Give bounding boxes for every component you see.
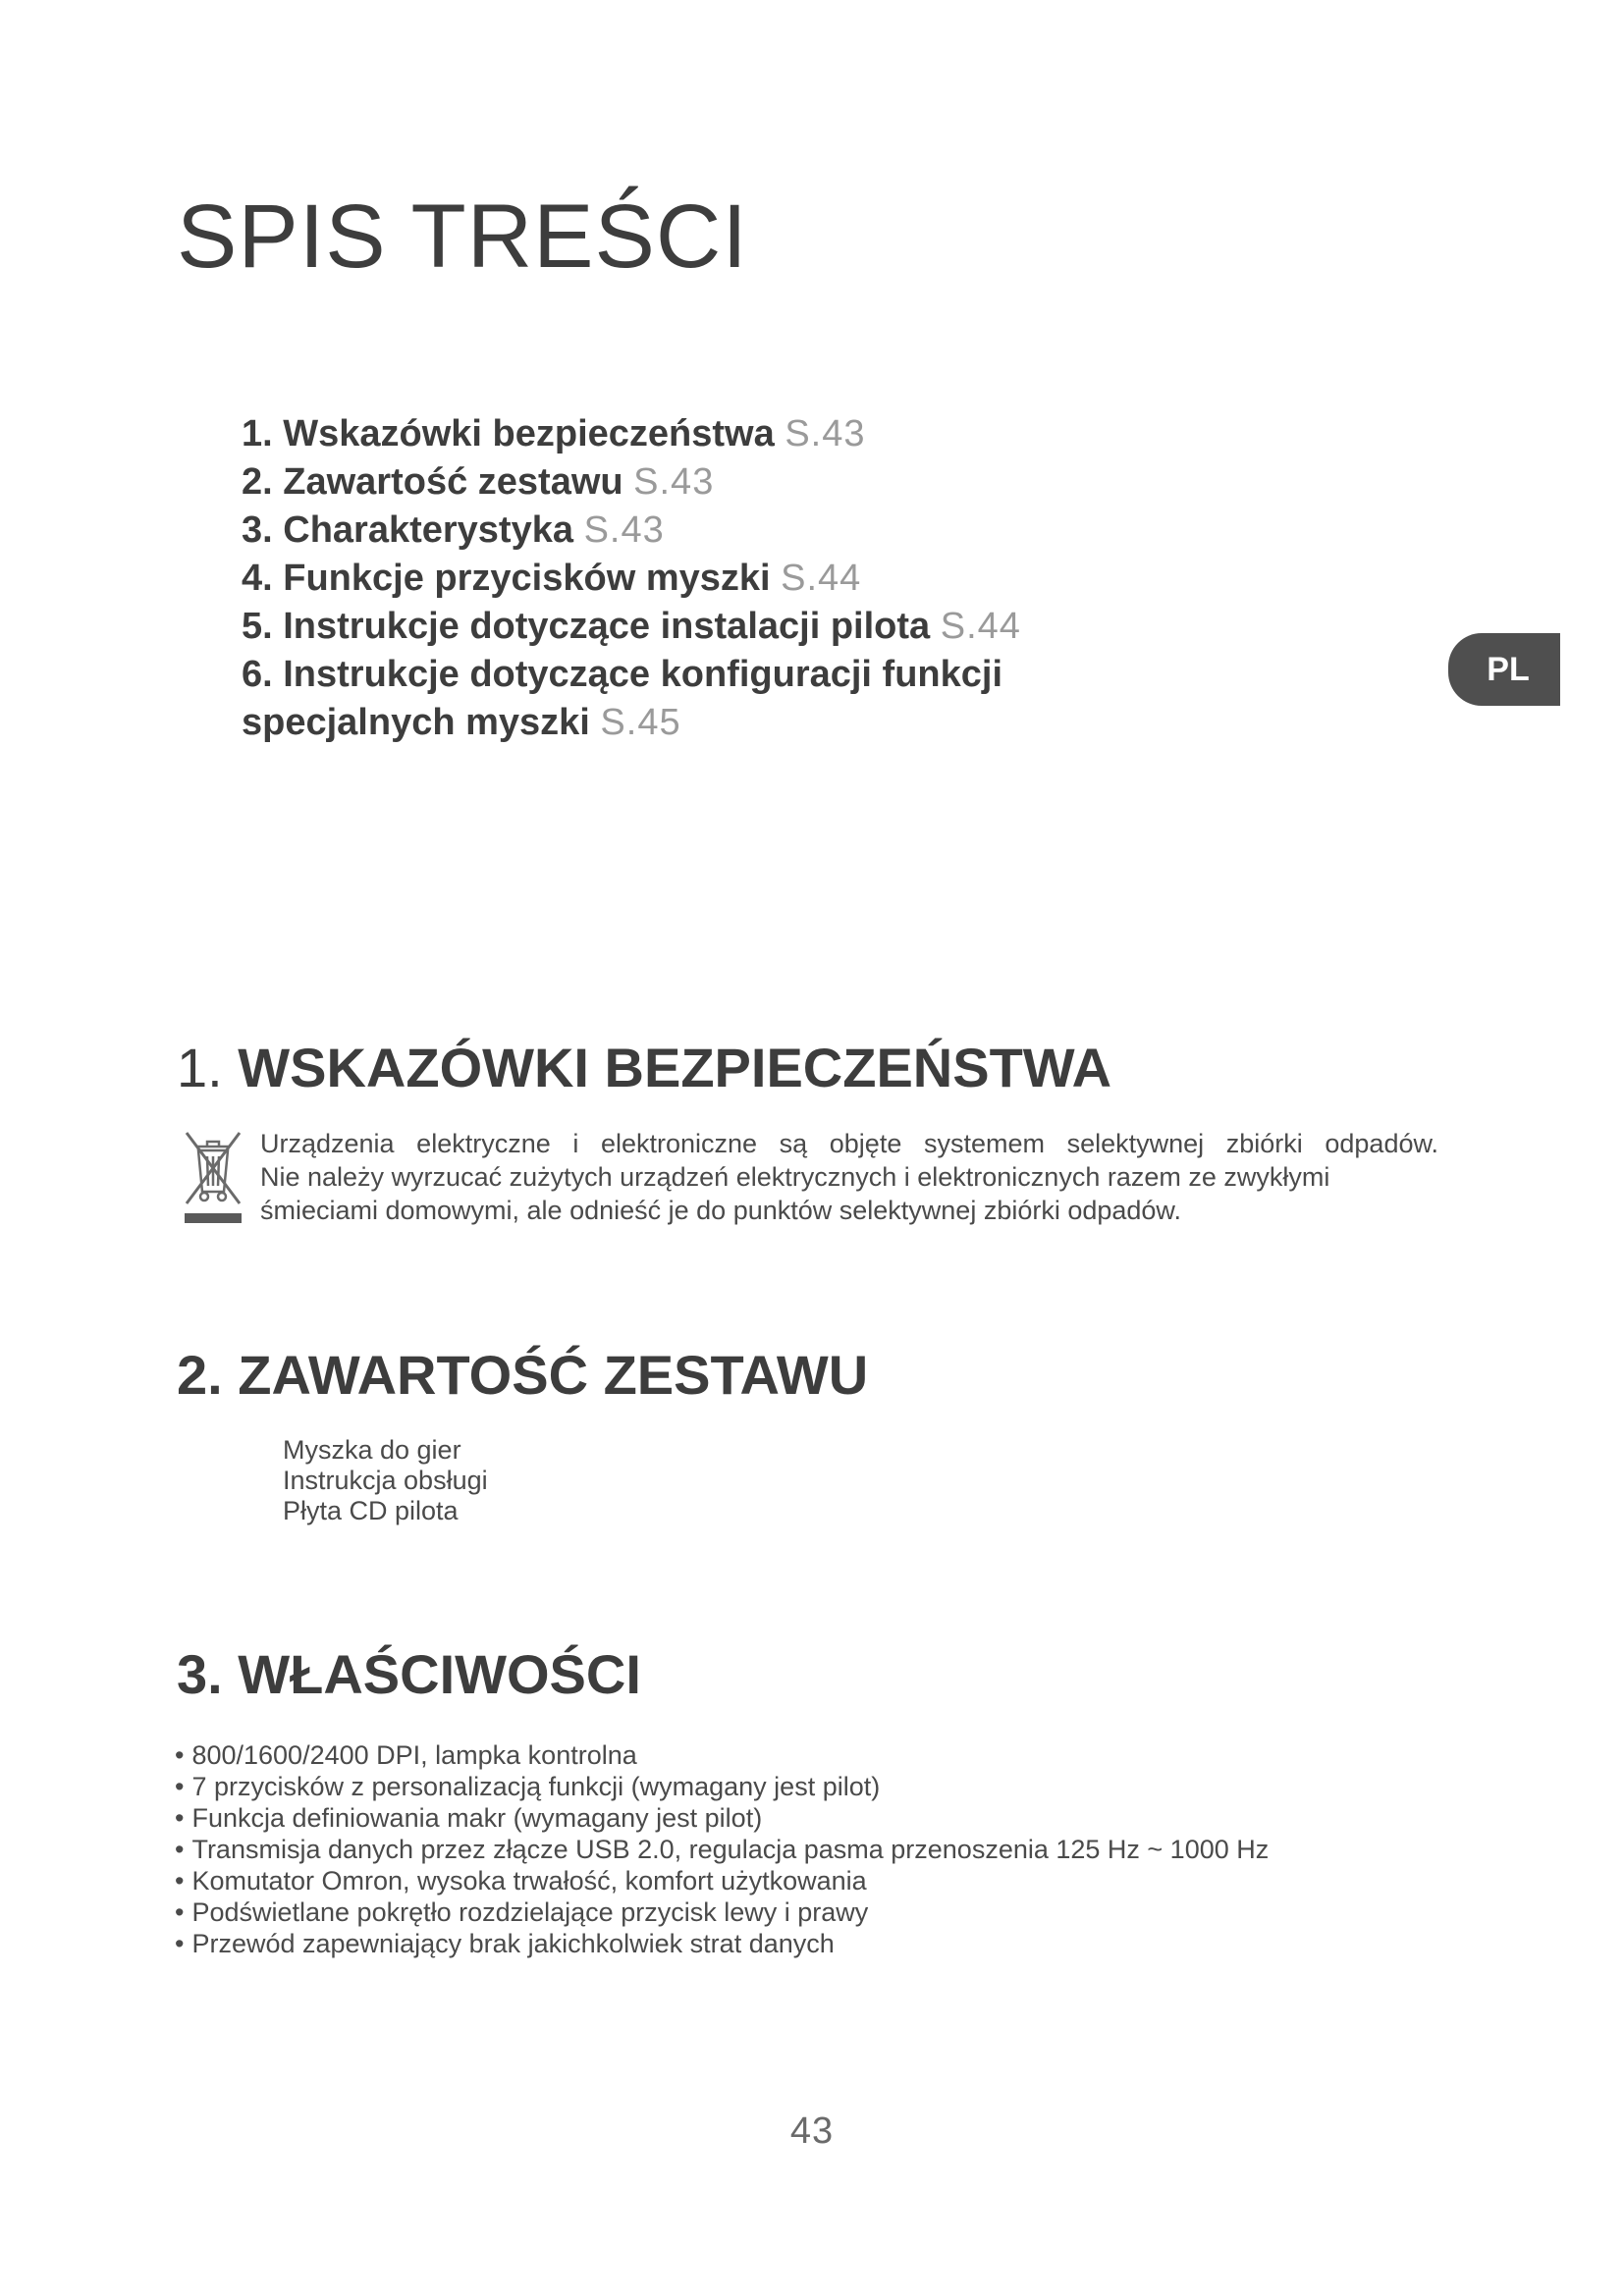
toc-item-page: S.44 xyxy=(781,558,862,599)
safety-line: Nie należy wyrzucać zużytych urządzeń elektrycznych i elektronicznych razem ze zwykłymi xyxy=(260,1162,1330,1192)
section-heading-safety xyxy=(177,1037,1112,1098)
toc-item xyxy=(242,555,1125,603)
toc-item-label: 5. Instrukcje dotyczące instalacji pilota xyxy=(242,606,931,647)
toc-item-label: 4. Funkcje przycisków myszki xyxy=(242,558,771,599)
section-number: 1. xyxy=(177,1037,223,1098)
section-title: ZAWARTOŚĆ ZESTAWU xyxy=(238,1344,869,1406)
toc-item-page: S.45 xyxy=(600,702,681,743)
safety-line: śmieciami domowymi, ale odnieść je do punktów selektywnej zbiórki odpadów. xyxy=(260,1196,1181,1225)
toc-item xyxy=(242,699,1125,747)
bullet: • xyxy=(175,1929,185,1958)
list-item xyxy=(175,1896,1269,1928)
language-tab: PL xyxy=(1448,633,1560,706)
list-item xyxy=(175,1834,1269,1865)
bullet: • xyxy=(175,1835,185,1864)
features-list xyxy=(175,1739,1269,1959)
bullet: • xyxy=(175,1866,185,1896)
section-number: 3. xyxy=(177,1643,223,1705)
list-item-text: Podświetlane pokrętło rozdzielające przycisk lewy i prawy xyxy=(191,1897,869,1927)
list-item: Płyta CD pilota xyxy=(283,1496,459,1525)
bullet: • xyxy=(175,1803,185,1833)
list-item xyxy=(175,1739,1269,1771)
list-item-text: 7 przycisków z personalizacją funkcji (wymagany jest pilot) xyxy=(191,1772,881,1801)
list-item-text: Transmisja danych przez złącze USB 2.0, regulacja pasma przenoszenia 125 Hz ~ 1000 Hz xyxy=(191,1835,1270,1864)
list-item: Instrukcja obsługi xyxy=(283,1466,488,1495)
toc-item xyxy=(242,458,1125,507)
toc-item-page: S.44 xyxy=(940,606,1021,647)
list-item-text: Funkcja definiowania makr (wymagany jest pilot) xyxy=(191,1803,763,1833)
toc-item-page: S.43 xyxy=(633,461,715,503)
toc-item xyxy=(242,603,1125,651)
toc-item-label: 3. Charakterystyka xyxy=(242,509,573,551)
toc-item xyxy=(242,410,1125,458)
toc-item-label: specjalnych myszki xyxy=(242,702,590,743)
bullet: • xyxy=(175,1772,185,1801)
toc-item-label: 2. Zawartość zestawu xyxy=(242,461,623,503)
list-item: Myszka do gier xyxy=(283,1435,461,1465)
toc-item xyxy=(242,651,1125,699)
list-item xyxy=(175,1771,1269,1802)
section-heading-kit-contents xyxy=(177,1344,869,1406)
section-title: WSKAZÓWKI BEZPIECZEŃSTWA xyxy=(238,1037,1112,1098)
list-item-text: 800/1600/2400 DPI, lampka kontrolna xyxy=(191,1740,637,1770)
list-item-text: Przewód zapewniający brak jakichkolwiek strat danych xyxy=(191,1929,835,1958)
section-heading-features xyxy=(177,1643,641,1705)
list-item xyxy=(175,1802,1269,1834)
list-item xyxy=(175,1865,1269,1896)
page-number: 43 xyxy=(789,2110,835,2152)
toc-item-page: S.43 xyxy=(785,413,866,454)
bullet: • xyxy=(175,1897,185,1927)
toc-title: SPIS TREŚCI xyxy=(177,187,748,287)
toc-item-page: S.43 xyxy=(583,509,665,551)
safety-line: Urządzenia elektryczne i elektroniczne są objęte systemem selektywnej zbiórki odpadów. xyxy=(260,1129,1438,1158)
section-number: 2. xyxy=(177,1344,223,1406)
kit-contents-list xyxy=(283,1435,488,1526)
weee-crossed-bin-icon xyxy=(183,1127,244,1225)
toc-list xyxy=(242,410,1125,747)
list-item xyxy=(175,1928,1269,1959)
bullet: • xyxy=(175,1740,185,1770)
safety-paragraph xyxy=(260,1127,1438,1227)
section-title: WŁAŚCIWOŚCI xyxy=(238,1643,641,1705)
list-item-text: Komutator Omron, wysoka trwałość, komfort użytkowania xyxy=(191,1866,867,1896)
toc-item xyxy=(242,507,1125,555)
toc-item-label: 1. Wskazówki bezpieczeństwa xyxy=(242,413,775,454)
toc-item-label: 6. Instrukcje dotyczące konfiguracji funkcji xyxy=(242,654,1003,695)
